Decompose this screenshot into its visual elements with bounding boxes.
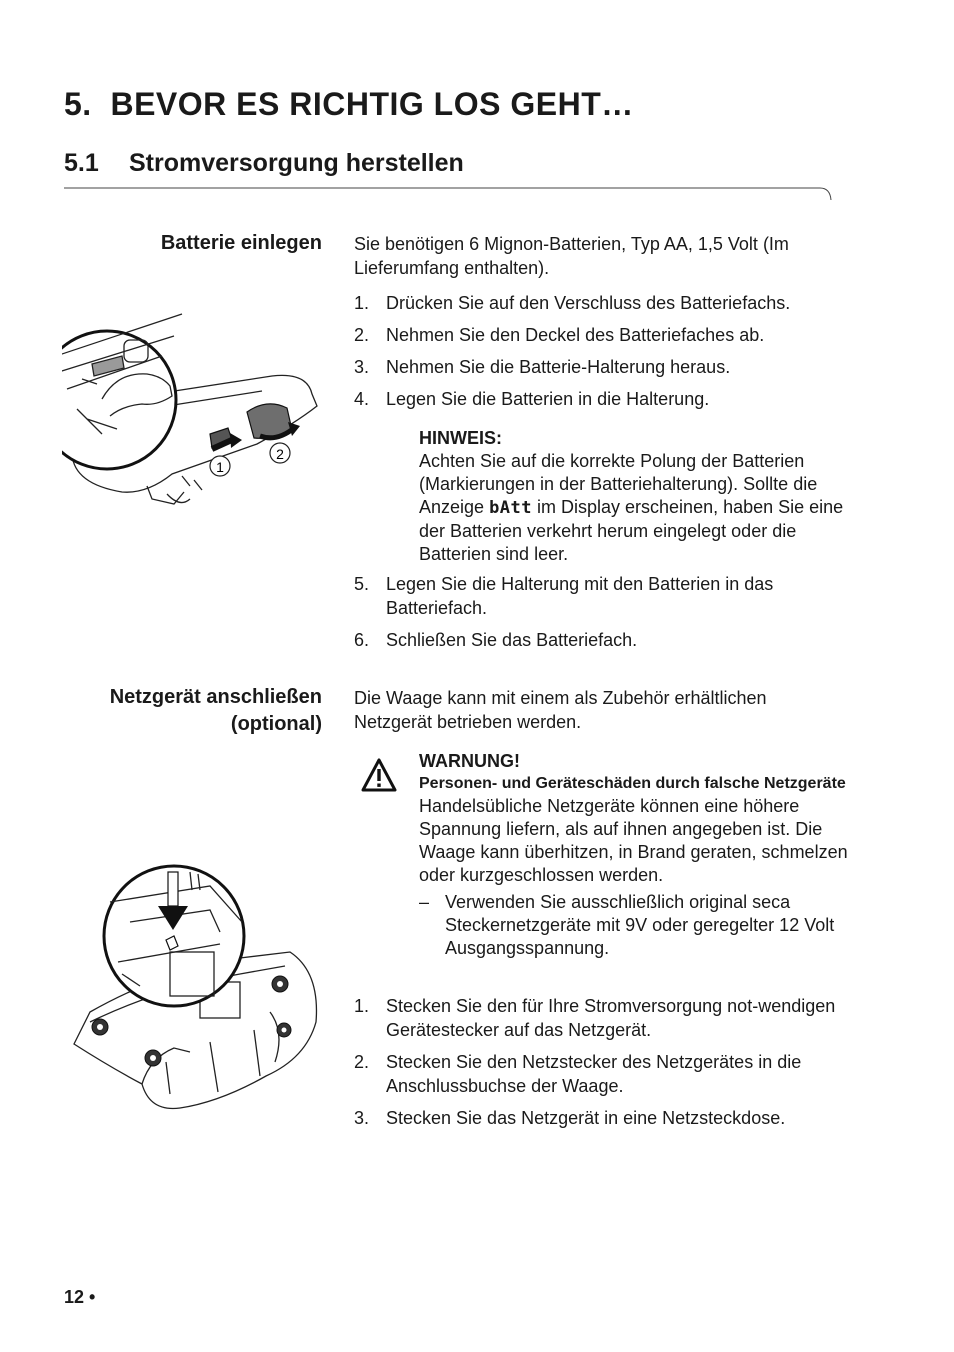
- section-title: [64, 149, 464, 178]
- chapter-title: [64, 86, 634, 123]
- chapter-title-text: BEVOR ES RICHTIG LOS GEHT…: [110, 86, 634, 122]
- list-item: 1. Stecken Sie den für Ihre Stromversorgung not-wendigen Gerätestecker auf das Netzgerät.: [354, 996, 836, 1040]
- warning-subtitle: Personen- und Geräteschäden durch falsche Netzgeräte: [419, 775, 846, 792]
- list-item: 2. Stecken Sie den Netzstecker des Netzgerätes in die Anschlussbuchse der Waage.: [354, 1052, 802, 1096]
- page-number: 12 •: [64, 1287, 96, 1307]
- battery-note: [419, 427, 849, 566]
- warning-list-item: [419, 891, 849, 960]
- battery-steps-b: [354, 572, 844, 660]
- dash-marker: –: [419, 892, 430, 912]
- list-item: 6. Schließen Sie das Batteriefach.: [354, 630, 638, 650]
- adapter-heading-line2: (optional): [230, 713, 322, 735]
- list-item: 2. Nehmen Sie den Deckel des Batteriefaches ab.: [354, 325, 765, 345]
- warning-icon: [361, 757, 397, 793]
- note-text-before: Achten Sie auf die korrekte Polung der Batterien (Markierungen in der Batteriehalterung). Sollte die Anzeige: [419, 451, 818, 517]
- figure-label-2: 2: [276, 446, 284, 462]
- warning-item-text: Verwenden Sie ausschließlich original seca Steckernetzgeräte mit 9V oder geregelter 12 Volt Ausgangsspannung.: [445, 892, 835, 958]
- section-number: 5.1: [64, 149, 99, 177]
- list-item: 1. Drücken Sie auf den Verschluss des Batteriefachs.: [354, 293, 791, 313]
- figure-label-1: 1: [216, 459, 224, 475]
- lcd-display-text: bAtt: [489, 498, 533, 518]
- warning-title: WARNUNG!: [419, 751, 520, 771]
- note-text-after: im Display erscheinen, haben Sie eine der Batterien verkehrt herum eingelegt oder die Batterien sind leer.: [419, 497, 844, 564]
- note-title: HINWEIS:: [419, 428, 502, 448]
- section-title-text: Stromversorgung herstellen: [129, 149, 464, 177]
- warning-block: [419, 750, 849, 960]
- list-item: 3. Nehmen Sie die Batterie-Halterung heraus.: [354, 357, 731, 377]
- adapter-illustration: [70, 862, 326, 1120]
- section-rule: [64, 186, 832, 206]
- battery-intro: Sie benötigen 6 Mignon-Batterien, Typ AA, 1,5 Volt (Im Lieferumfang enthalten).: [354, 234, 789, 278]
- battery-illustration: [62, 294, 324, 520]
- list-item: 5. Legen Sie die Halterung mit den Batterien in das Batteriefach.: [354, 574, 774, 618]
- list-item: 3. Stecken Sie das Netzgerät in eine Netzsteckdose.: [354, 1108, 786, 1128]
- battery-heading: Batterie einlegen: [160, 232, 322, 254]
- adapter-heading-line1: Netzgerät anschließen: [109, 686, 322, 708]
- warning-text: Handelsübliche Netzgeräte können eine höhere Spannung liefern, als auf ihnen angegeben ist. Die Waage kann überhitzen, in Brand geraten, schmelzen oder kurzgeschlossen werden.: [419, 796, 848, 885]
- battery-steps-a: [354, 291, 844, 419]
- chapter-number: 5.: [64, 86, 92, 122]
- adapter-heading: [60, 684, 322, 738]
- adapter-intro: Die Waage kann mit einem als Zubehör erhältlichen Netzgerät betrieben werden.: [354, 688, 767, 732]
- list-item: 4. Legen Sie die Batterien in die Halterung.: [354, 389, 710, 409]
- adapter-steps: [354, 994, 844, 1138]
